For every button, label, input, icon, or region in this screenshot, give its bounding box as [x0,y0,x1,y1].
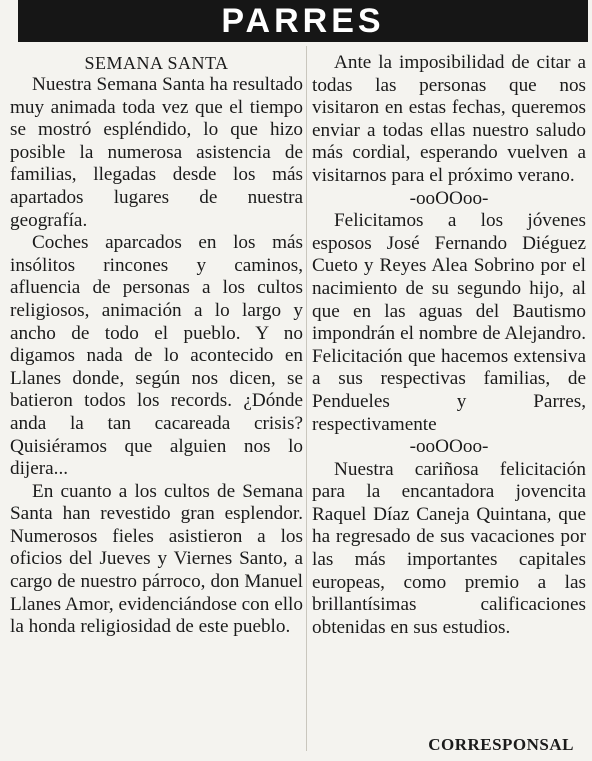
column-divider [306,46,307,751]
paragraph-cults: En cuanto a los cultos de Semana Santa han revestido gran esplendor. Numerosos fieles asistieron a los oficios del Jueves y Viernes Santo, a cargo de nuestro párroco, don Manuel Llanes Amor, evidenciándose con ello la honda religiosidad de este pueblo. [10,480,303,638]
signature: CORRESPONSAL [428,735,574,754]
paragraph-crowds: Coches aparcados en los más insólitos rincones y caminos, afluencia de personas a los cultos religiosos, animación a lo largo y ancho de todo el pueblo. Y no digamos nada de lo acontecido en Llanes donde, según nos dicen, se batieron todos los records. ¿Dónde anda la tan cacareada crisis? Quisiéramos que alguien nos lo dijera... [10,232,303,480]
article-heading: SEMANA SANTA [84,53,229,73]
left-column [10,52,303,639]
section-title: PARRES [221,1,385,40]
right-column [312,52,586,639]
paragraph-congratulation: Nuestra cariñosa felicitación para la encantadora jovencita Raquel Díaz Caneja Quintana, que ha regresado de sus vacaciones por las más importantes capitales europeas, como premio a las brillantísimas calificaciones obtenidas en sus estudios. [312,458,586,638]
separator: -ooOOoo- [409,436,489,458]
paragraph-weather: Nuestra Semana Santa ha resultado muy animada toda vez que el tiempo se mostró espléndido, lo que hizo posible la numerosa asistencia de familias, llegadas desde los más apartados lugares de nuestra geografía. [10,74,303,231]
paragraph-birth: Felicitamos a los jóvenes esposos José Fernando Diéguez Cueto y Reyes Alea Sobrino por el nacimiento de su segundo hijo, al que en las aguas del Bautismo impondrán el nombre de Alejandro. Felicitación que hacemos extensiva a sus respectivas familias, de Pendueles y Parres, respectivamente [312,210,586,435]
paragraph-greeting: Ante la imposibilidad de citar a todas las personas que nos visitaron en estas fechas, queremos enviar a todas ellas nuestro saludo más cordial, esperando vuelven a visitarnos para el próximo verano. [312,52,586,186]
separator: -ooOOoo- [409,187,489,209]
section-header [18,0,588,42]
